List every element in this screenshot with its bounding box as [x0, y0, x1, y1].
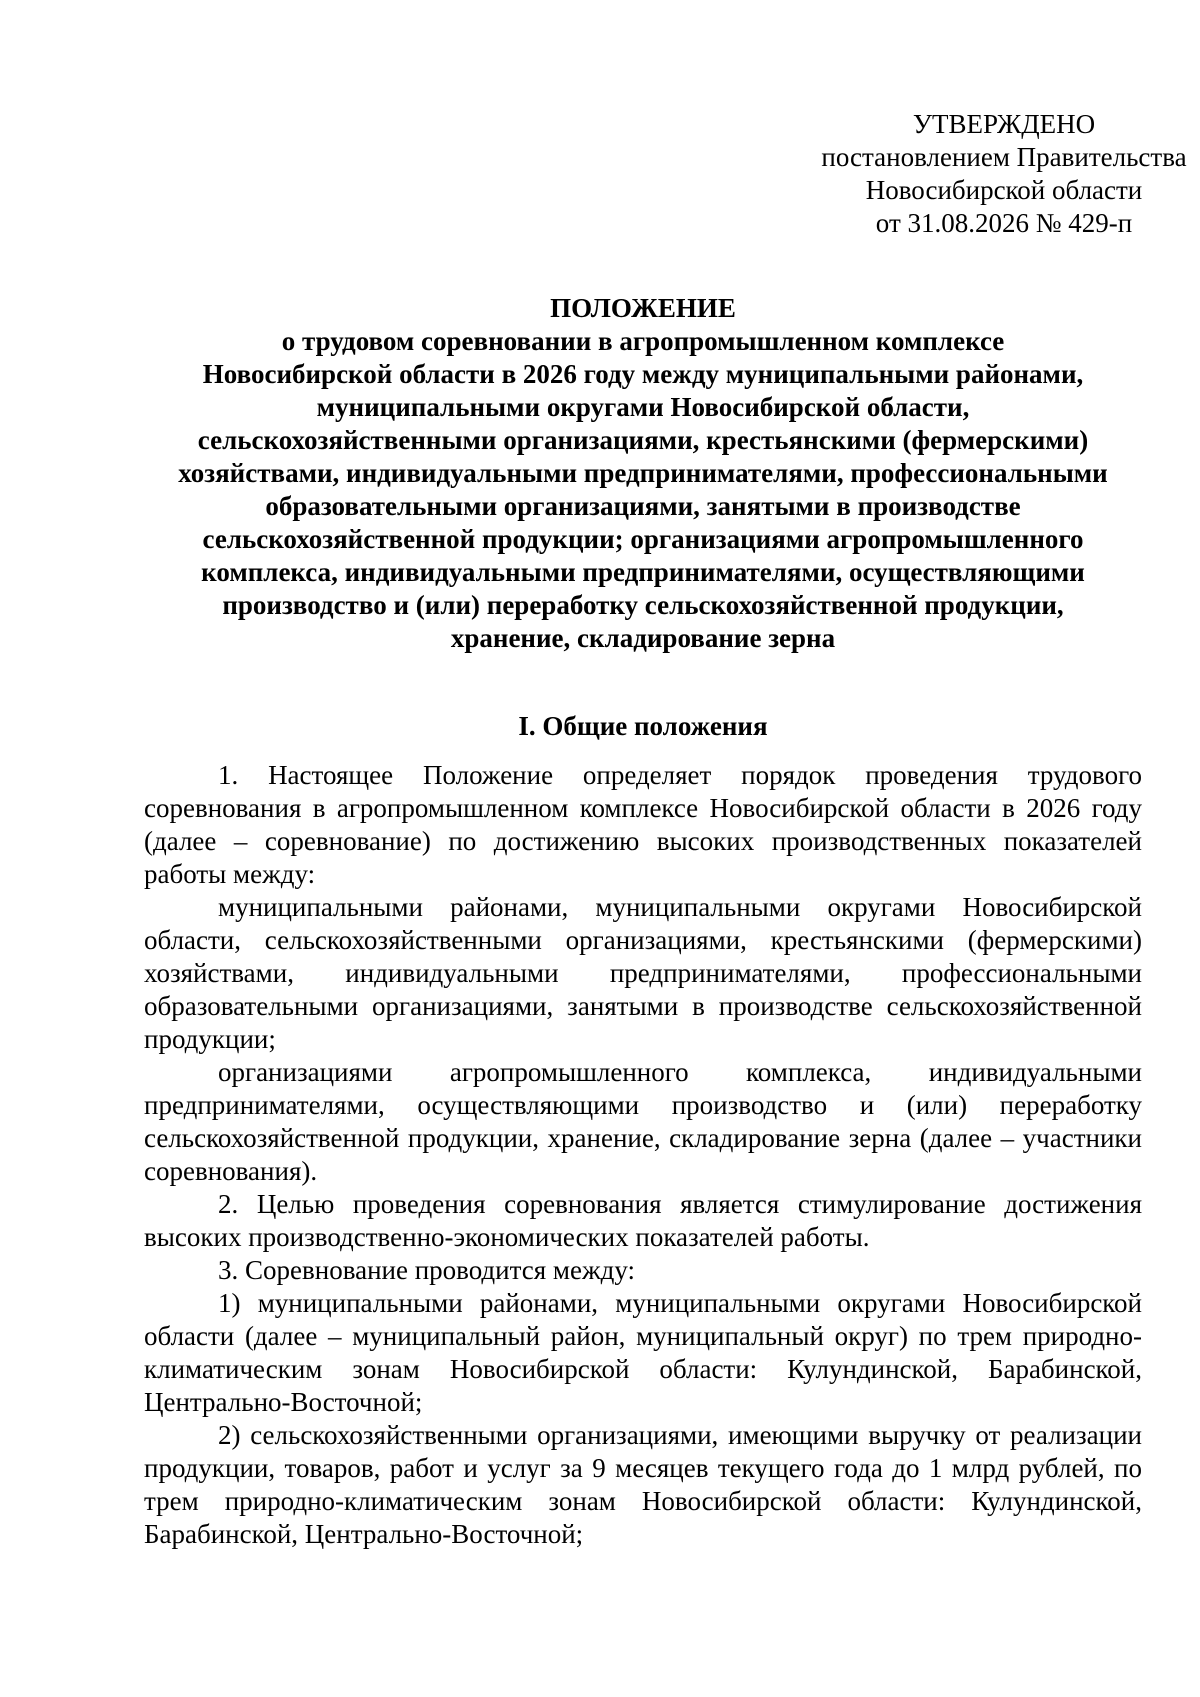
- title-main: ПОЛОЖЕНИЕ: [550, 293, 736, 323]
- section-heading: I. Общие положения: [518, 711, 768, 741]
- paragraph: 1. Настоящее Положение определяет порядок проведения трудового соревнования в агропромышленном комплексе Новосибирской области в 2026 году (далее – соревнование) по достижению высоких производственных показателей работы между:: [144, 760, 1142, 889]
- paragraph: муниципальными районами, муниципальными округами Новосибирской области, сельскохозяйственными организациями, крестьянскими (фермерскими) хозяйствами, индивидуальными предпринимателями, профессиональными образовательными организациями, занятыми в производстве сельскохозяйственной продукции;: [144, 892, 1142, 1054]
- approval-line: Новосибирской области: [865, 175, 1143, 205]
- approval-date-number: от 31.08.2026 № 429-п: [875, 208, 1133, 238]
- title-subtitle: о трудовом соревновании в агропромышленном комплексе Новосибирской области в 2026 году между муниципальными районами, муниципальными округами Новосибирской области, сельскохозяйственными организациями, крестьянскими (фермерскими) хозяйствами, индивидуальными предпринимателями, профессиональными образовательными организациями, занятыми в производстве сельскохозяйственной продукции; организациями агропромышленного комплекса, индивидуальными предпринимателями, осуществляющими производство и (или) переработку сельскохозяйственной продукции, хранение, складирование зерна: [178, 326, 1108, 653]
- approval-heading: УТВЕРЖДЕНО: [912, 109, 1096, 139]
- document-title: [144, 292, 1142, 655]
- approval-line: постановлением Правительства: [821, 142, 1187, 172]
- paragraph: 2. Целью проведения соревнования является стимулирование достижения высоких производственно-экономических показателей работы.: [144, 1189, 1142, 1252]
- paragraph: 1) муниципальными районами, муниципальными округами Новосибирской области (далее – муниципальный район, муниципальный округ) по трем природно-климатическим зонам Новосибирской области: Кулундинской, Барабинской, Центрально-Восточной;: [144, 1288, 1142, 1417]
- paragraph: организациями агропромышленного комплекса, индивидуальными предпринимателями, осуществляющими производство и (или) переработку сельскохозяйственной продукции, хранение, складирование зерна (далее – участники соревнования).: [144, 1057, 1142, 1186]
- paragraph: 3. Соревнование проводится между:: [218, 1255, 636, 1285]
- paragraph: 2) сельскохозяйственными организациями, имеющими выручку от реализации продукции, товаров, работ и услуг за 9 месяцев текущего года до 1 млрд рублей, по трем природно-климатическим зонам Новосибирской области: Кулундинской, Барабинской, Центрально-Восточной;: [144, 1420, 1142, 1549]
- approval-stamp: [754, 108, 1200, 240]
